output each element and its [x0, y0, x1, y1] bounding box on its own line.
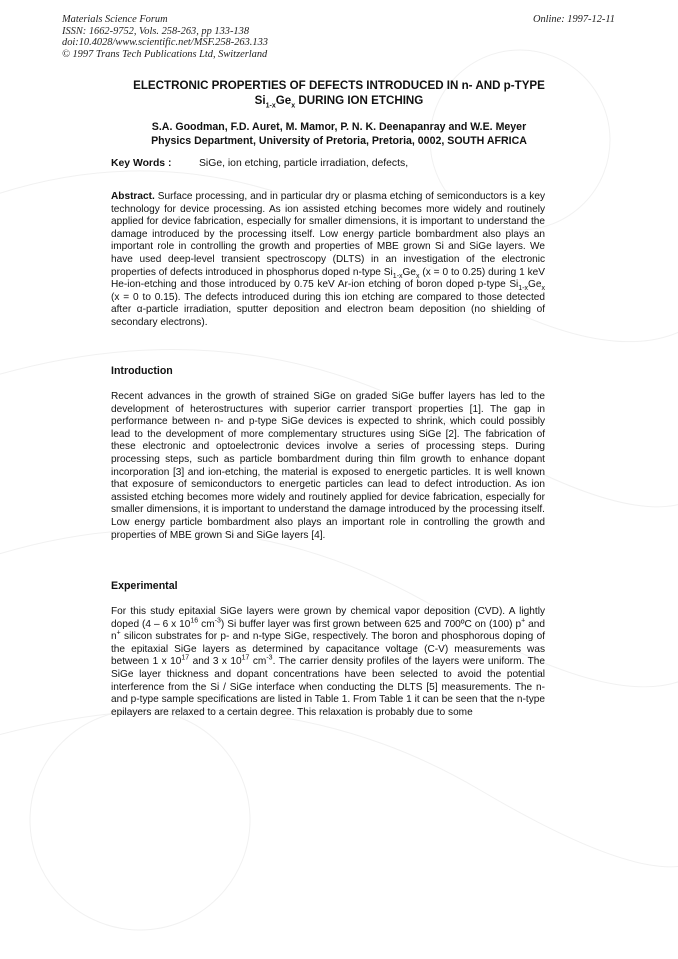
paper-title: [62, 78, 616, 108]
abstract-text-4: Ge: [528, 279, 542, 291]
author-block: [62, 120, 616, 148]
title-sub-1: 1-x: [265, 102, 276, 110]
journal-header: [62, 14, 268, 60]
exp-text-4: and n: [111, 618, 545, 643]
issn-line: ISSN: 1662-9752, Vols. 258-263, pp 133-138: [62, 25, 250, 37]
abstract-sub-d: x: [541, 285, 545, 293]
title-ge: Ge: [275, 94, 292, 107]
exp-sup-7: -3: [266, 655, 273, 663]
author-affiliation: Physics Department, University of Pretoria, Pretoria, 0002, SOUTH AFRICA: [151, 135, 527, 147]
exp-sup-4: +: [116, 629, 121, 637]
abstract-text-2: Ge: [402, 266, 416, 278]
exp-text-8: . The carrier density profiles of the layers were uniform. The SiGe layer thickness and dopant concentrations have been selected to avoid the potential interference from the Si / SiGe interface when conducting the DLTS [5] measurements. The n- and p-type sample specifications are listed in Table 1. From Table 1 it can be seen that the n-type epilayers are relaxed to a certain degree. This relaxation is probably due to some: [111, 656, 546, 718]
abstract-label: Abstract.: [111, 191, 155, 202]
exp-sup-5: 17: [181, 655, 190, 663]
exp-text-7: cm: [249, 656, 267, 668]
exp-sup-1: 16: [190, 617, 199, 625]
title-line-1: ELECTRONIC PROPERTIES OF DEFECTS INTRODUCED IN n- AND p-TYPE: [133, 79, 545, 92]
abstract-text-5: (x = 0 to 0.15). The defects introduced during this ion etching are compared to those detected after α-particle irradiation, sputter deposition and electron beam deposition (no shielding of secondary electrons).: [111, 291, 545, 328]
exp-text-6: and 3 x 10: [189, 656, 242, 668]
doi-line[interactable]: doi:10.4028/www.scientific.net/MSF.258-263.133: [62, 37, 268, 49]
introduction-paragraph: Recent advances in the growth of strained SiGe on graded SiGe buffer layers has led to the development of heterostructures with superior carrier transport properties [1]. The gap in performance between n- and p-type SiGe devices is expected to shrink, which could possibly lead to the development of more complementary structures using SiGe [2]. The fabrication of these electronic and optoelectronic devices involve a series of processing steps. During processing steps, such as particle bombardment during thin film growth to enhance dopant incorporation [3] and ion-etching, the material is exposed to energetic particles. It is well known that exposure of semiconductors to energetic particles can lead to defect introduction. As ion assisted etching becomes more widely and routinely applied for device fabrication, especially for smaller dimensions, it is important to understand the damage introduced by the processing itself. Low energy particle bombardment also plays an important role in controlling the growth and properties of MBE grown Si and SiGe layers [4].: [111, 391, 545, 541]
abstract-text-1: Surface processing, and in particular dry or plasma etching of semiconductors is a key technology for device processing. As ion assisted etching becomes more widely and routinely applied for device fabrication, especially for smaller dimensions, it is important to understand the damage introduced by the processing itself. Low energy particle bombardment also plays an important role in controlling the growth and properties of MBE grown Si and SiGe layers. We have used deep-level transient spectroscopy (DLTS) in an investigation of the electronic properties of defects introduced in phosphorus doped n-type Si: [111, 191, 545, 278]
introduction-heading: Introduction: [111, 365, 173, 377]
keywords: [111, 158, 408, 169]
abstract-sub-a: 1-x: [392, 272, 403, 280]
exp-sup-2: -3: [214, 617, 221, 625]
abstract-sub-b: x: [416, 272, 420, 280]
abstract-text-3: (x = 0 to 0.25) during 1 keV He-ion-etching and those introduced by 0.75 keV Ar-ion etching of boron doped p-type Si: [111, 266, 546, 291]
title-line-2: [62, 93, 616, 108]
exp-sup-6: 17: [241, 655, 250, 663]
title-si: Si: [254, 94, 266, 107]
title-rest: DURING ION ETCHING: [295, 94, 424, 107]
abstract-paragraph: [111, 191, 545, 330]
keywords-text: SiGe, ion etching, particle irradiation, defects,: [199, 158, 409, 169]
experimental-paragraph: [111, 606, 545, 719]
journal-name: Materials Science Forum: [62, 14, 168, 25]
title-sub-2: x: [291, 102, 296, 110]
exp-text-3: ) Si buffer layer was first grown between 625 and 700ºC on (100) p: [220, 618, 522, 630]
exp-sup-3: +: [521, 617, 526, 625]
author-names: S.A. Goodman, F.D. Auret, M. Mamor, P. N. K. Deenapanray and W.E. Meyer: [151, 121, 527, 133]
keywords-label: Key Words :: [111, 158, 172, 169]
exp-text-5: silicon substrates for p- and n-type SiGe, respectively. The boron and phosphorous doping of the epitaxial SiGe layers as determined by capacitance voltage (C-V) measurements was between 1 x 10: [111, 631, 545, 668]
experimental-heading: Experimental: [111, 580, 178, 592]
online-date: Online: 1997-12-11: [532, 14, 615, 25]
exp-text-2: cm: [198, 618, 215, 630]
copyright-line: © 1997 Trans Tech Publications Ltd, Switzerland: [62, 48, 268, 60]
exp-text-1: For this study epitaxial SiGe layers were grown by chemical vapor deposition (CVD). A lightly doped (4 – 6 x 10: [111, 606, 545, 630]
abstract-sub-c: 1-x: [518, 285, 529, 293]
